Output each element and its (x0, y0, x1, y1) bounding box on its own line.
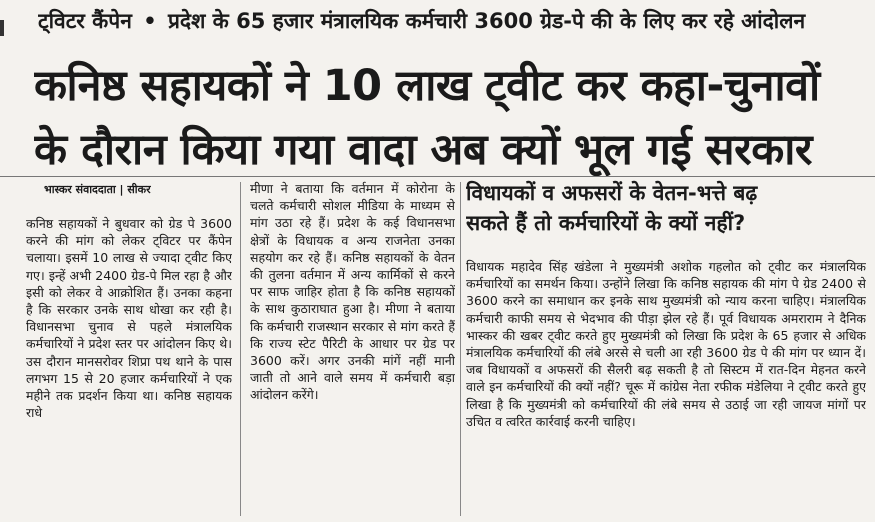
divider (0, 176, 875, 177)
headline-line-2: के दौरान किया गया वादा अब क्यों भूल गई सरकार (34, 125, 812, 175)
margin-mark (0, 20, 4, 36)
headline-line-1: कनिष्ठ सहायकों ने 10 लाख ट्वीट कर कहा-चुनावों (34, 61, 820, 111)
column-divider (460, 182, 461, 516)
column-1-text: कनिष्ठ सहायकों ने बुधवार को ग्रेड पे 3600 करने की मांग को लेकर ट्विटर पर कैंपेन चलाया। इसमें 10 लाख से ज्यादा ट्वीट किए गए। इन्हें अभी 2400 ग्रेड-पे मिल रहा है और इसी को लेकर वे आक्रोशित हैं। उनका कहना है कि सरकार उनके साथ धोखा कर रही है। विधानसभा चुनाव से पहले मंत्रालयिक कर्मचारियों ने प्रदेश स्तर पर आंदोलन किए थे। उस दौरान मानसरोवर शिप्रा पथ थाने के पास लगभग 15 से 20 हजार कर्मचारियों ने एक महीने तक प्रदर्शन किया था। कनिष्ठ सहायक राधे (26, 216, 232, 421)
kicker-text: प्रदेश के 65 हजार मंत्रालयिक कर्मचारी 3600 ग्रेड-पे की के लिए कर रहे आंदोलन (167, 9, 806, 33)
subheadline-line-2: सकते हैं तो कर्मचारियों के क्यों नहीं? (466, 211, 746, 235)
byline: भास्कर संवाददाता | सीकर (44, 183, 151, 196)
subheadline (466, 178, 866, 238)
column-3-text: विधायक महादेव सिंह खंडेला ने मुख्यमंत्री अशोक गहलोत को ट्वीट कर मंत्रालयिक कर्मचारियों का समर्थन किया। उन्होंने लिखा कि कनिष्ठ सहायक की मांग पे ग्रेड 2400 से 3600 करने का समाधान कर इनके साथ मुख्यमंत्री को न्याय करना चाहिए। मंत्रालयिक कर्मचारी काफी समय से भेदभाव की पीड़ा झेल रहे हैं। पूर्व विधायक अमराराम ने दैनिक भास्कर की खबर ट्वीट करते हुए मुख्यमंत्री को लिखा कि प्रदेश के 65 हजार से अधिक मंत्रालयिक कर्मचारियों की लंबे अरसे से चली आ रही 3600 ग्रेड पे की मांग पर ध्यान दें। जब विधायकों व अफसरों की सैलरी बढ़ सकती है तो सिस्टम में रात-दिन मेहनत करने वाले इन कर्मचारियों की क्यों नहीं? चूरू में कांग्रेस नेता रफीक मंडेलिया ने ट्वीट करते हुए लिखा है कि मुख्यमंत्री को कर्मचारियों की लंबे समय से उठाई जा रही जायज मांगों पर उचित व त्वरित कार्रवाई करनी चाहिए। (466, 259, 866, 429)
kicker-line (38, 4, 868, 38)
kicker-label: ट्विटर कैंपेन (38, 9, 132, 33)
column-2 (250, 180, 455, 490)
column-3 (466, 258, 866, 483)
headline (34, 54, 864, 182)
column-2-text: मीणा ने बताया कि वर्तमान में कोरोना के चलते कर्मचारी सोशल मीडिया के माध्यम से मांग उठा रहे हैं। प्रदेश के कई विधानसभा क्षेत्रों के विधायक व अन्य राजनेता उनका सहयोग कर रहे हैं। कनिष्ठ सहायकों के वेतन की तुलना वर्तमान में अन्य कार्मिकों से करने पर साफ जाहिर होता है कि कनिष्ठ सहायकों के साथ कुठाराघात हुआ है। मीणा ने बताया कि कर्मचारी राजस्थान सरकार से मांग करते हैं कि राज्य स्टेट पैरिटी के आधार पर ग्रेड पर 3600 करें। अगर उनकी मांगें नहीं मानी जाती तो आने वाले समय में कर्मचारी बड़ा आंदोलन करेंगे। (250, 181, 455, 403)
kicker-separator: • (143, 9, 157, 33)
subheadline-line-1: विधायकों व अफसरों के वेतन-भत्ते बढ़ (466, 181, 758, 205)
column-divider (240, 182, 241, 516)
column-1 (26, 215, 232, 515)
